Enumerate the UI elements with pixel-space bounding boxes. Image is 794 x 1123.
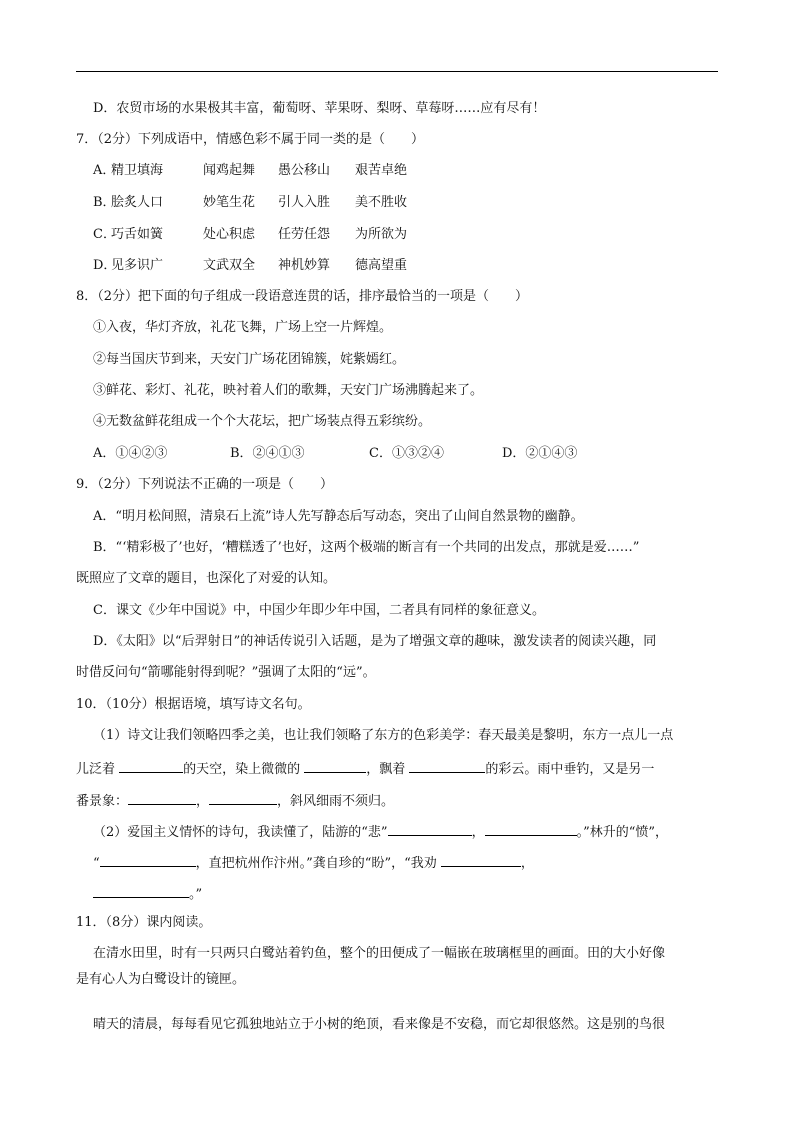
q10-part2-line1 <box>93 822 668 841</box>
q9-option-a: A．“明月松间照，清泉石上流”诗人先写静态后写动态，突出了山间自然景物的幽静。 <box>93 509 584 524</box>
text: ， <box>471 825 485 840</box>
idiom: 精卫填海 <box>111 163 164 178</box>
idiom: 美不胜收 <box>355 195 408 210</box>
fill-blank[interactable] <box>388 822 472 836</box>
q9-option-d-line2: 时借反问句“箭哪能射得到呢？”强调了太阳的“远”。 <box>76 665 376 680</box>
text: 儿泛着 <box>76 762 120 777</box>
idiom: 引人入胜 <box>278 195 331 210</box>
idiom: 任劳任怨 <box>278 227 331 242</box>
text: （2）爱国主义情怀的诗句，我读懂了，陆游的“悲” <box>93 825 388 840</box>
idiom: 脍炙人口 <box>111 195 164 210</box>
option-b: B．②④①③ <box>230 446 305 461</box>
header-rule <box>76 71 718 72</box>
q10-part2-line2 <box>93 853 534 872</box>
q10-part1-line3 <box>76 791 394 810</box>
fill-blank[interactable] <box>304 759 366 773</box>
fill-blank[interactable] <box>209 791 277 805</box>
option-a: A．①④②③ <box>93 446 168 461</box>
q8-options <box>93 446 653 462</box>
text: 。”林升的“愤”， <box>576 825 669 840</box>
q9-stem: 9．（2分）下列说法不正确的一项是（ ） <box>76 477 334 492</box>
idiom: 神机妙算 <box>278 258 331 273</box>
text: ，飘着 <box>366 762 410 777</box>
text: ， <box>196 794 210 809</box>
q9-option-d-line1: D．《太阳》以“后羿射日”的神话传说引入话题，是为了增强文章的趣味，激发读者的阅读兴趣，同 <box>93 634 657 649</box>
text: 的天空，染上微微的 <box>183 762 305 777</box>
idiom: 为所欲为 <box>355 227 408 242</box>
idiom: 愚公移山 <box>278 163 331 178</box>
text: “ <box>93 856 100 871</box>
text: 的彩云。雨中垂钓，又是另一 <box>485 762 655 777</box>
q8-sentence-1: ①入夜，华灯齐放，礼花飞舞，广场上空一片辉煌。 <box>93 320 393 335</box>
option-c: C．①③②④ <box>369 446 444 461</box>
fill-blank[interactable] <box>409 759 485 773</box>
q11-stem: 11．（8分）课内阅读。 <box>76 915 212 930</box>
text: 番景象： <box>76 794 129 809</box>
q9-option-b-line2: 既照应了文章的题目，也深化了对爱的认知。 <box>76 571 337 586</box>
q8-sentence-2: ②每当国庆节到来，天安门广场花团锦簇，姹紫嫣红。 <box>93 352 406 367</box>
q7-stem: 7．（2分）下列成语中，情感色彩不属于同一类的是（ ） <box>76 132 425 147</box>
fill-blank[interactable] <box>485 822 577 836</box>
idiom: 艰苦卓绝 <box>355 163 408 178</box>
q9-option-b-line1: B．“‘精彩极了’也好，‘糟糕透了’也好，这两个极端的断言有一个共同的出发点，那就是爱……” <box>93 540 640 555</box>
idiom: 妙笔生花 <box>203 195 256 210</box>
q7-option-a <box>93 163 733 179</box>
idiom: 巧舌如簧 <box>111 227 164 242</box>
option-label: D． <box>93 258 117 273</box>
option-label: B． <box>93 195 116 210</box>
q11-paragraph1-line1: 在清水田里，时有一只两只白鹭站着钓鱼，整个的田便成了一幅嵌在玻璃框里的画面。田的大小好像 <box>93 946 666 961</box>
idiom: 见多识广 <box>111 258 164 273</box>
text: 。” <box>189 887 203 902</box>
option-d: D．②①④③ <box>502 446 578 461</box>
text: ，斜风细雨不须归。 <box>277 794 395 809</box>
idiom: 处心积虑 <box>203 227 256 242</box>
q7-option-c <box>93 227 733 243</box>
q11-paragraph1-line2: 是有心人为白鹭设计的镜匣。 <box>76 972 246 987</box>
fill-blank[interactable] <box>119 759 183 773</box>
q6-option-d: D．农贸市场的水果极其丰富，葡萄呀、苹果呀、梨呀、草莓呀……应有尽有！ <box>93 101 546 116</box>
q11-paragraph2-line1: 晴天的清晨，每每看见它孤独地站立于小树的绝顶，看来像是不安稳，而它却很悠然。这是别的鸟很 <box>93 1017 666 1032</box>
fill-blank[interactable] <box>93 884 189 898</box>
q10-part2-line3 <box>93 884 202 903</box>
q7-option-d <box>93 258 733 274</box>
q10-stem: 10．（10分）根据语境，填写诗文名句。 <box>76 697 311 712</box>
q8-stem: 8．（2分）把下面的句子组成一段语意连贯的话，排序最恰当的一项是（ ） <box>76 289 529 304</box>
idiom: 闻鸡起舞 <box>203 163 256 178</box>
q9-option-c: C．课文《少年中国说》中，中国少年即少年中国，二者具有同样的象征意义。 <box>93 603 545 618</box>
idiom: 文武双全 <box>203 258 256 273</box>
text: ， <box>520 856 534 871</box>
q7-option-b <box>93 195 733 211</box>
q8-sentence-4: ④无数盆鲜花组成一个个大花坛，把广场装点得五彩缤纷。 <box>93 414 432 429</box>
text: ，直把杭州作汴州。”龚自珍的“盼”，“我劝 <box>195 856 441 871</box>
option-label: C． <box>93 227 116 242</box>
fill-blank[interactable] <box>100 853 196 867</box>
option-label: A． <box>93 163 116 178</box>
fill-blank[interactable] <box>441 853 521 867</box>
fill-blank[interactable] <box>128 791 196 805</box>
q10-part1-line1: （1）诗文让我们领略四季之美，也让我们领略了东方的色彩美学：春天最美是黎明，东方一点儿一点 <box>93 728 674 743</box>
q8-sentence-3: ③鲜花、彩灯、礼花，映衬着人们的歌舞，天安门广场沸腾起来了。 <box>93 383 484 398</box>
q10-part1-line2 <box>76 759 654 778</box>
idiom: 德高望重 <box>355 258 408 273</box>
